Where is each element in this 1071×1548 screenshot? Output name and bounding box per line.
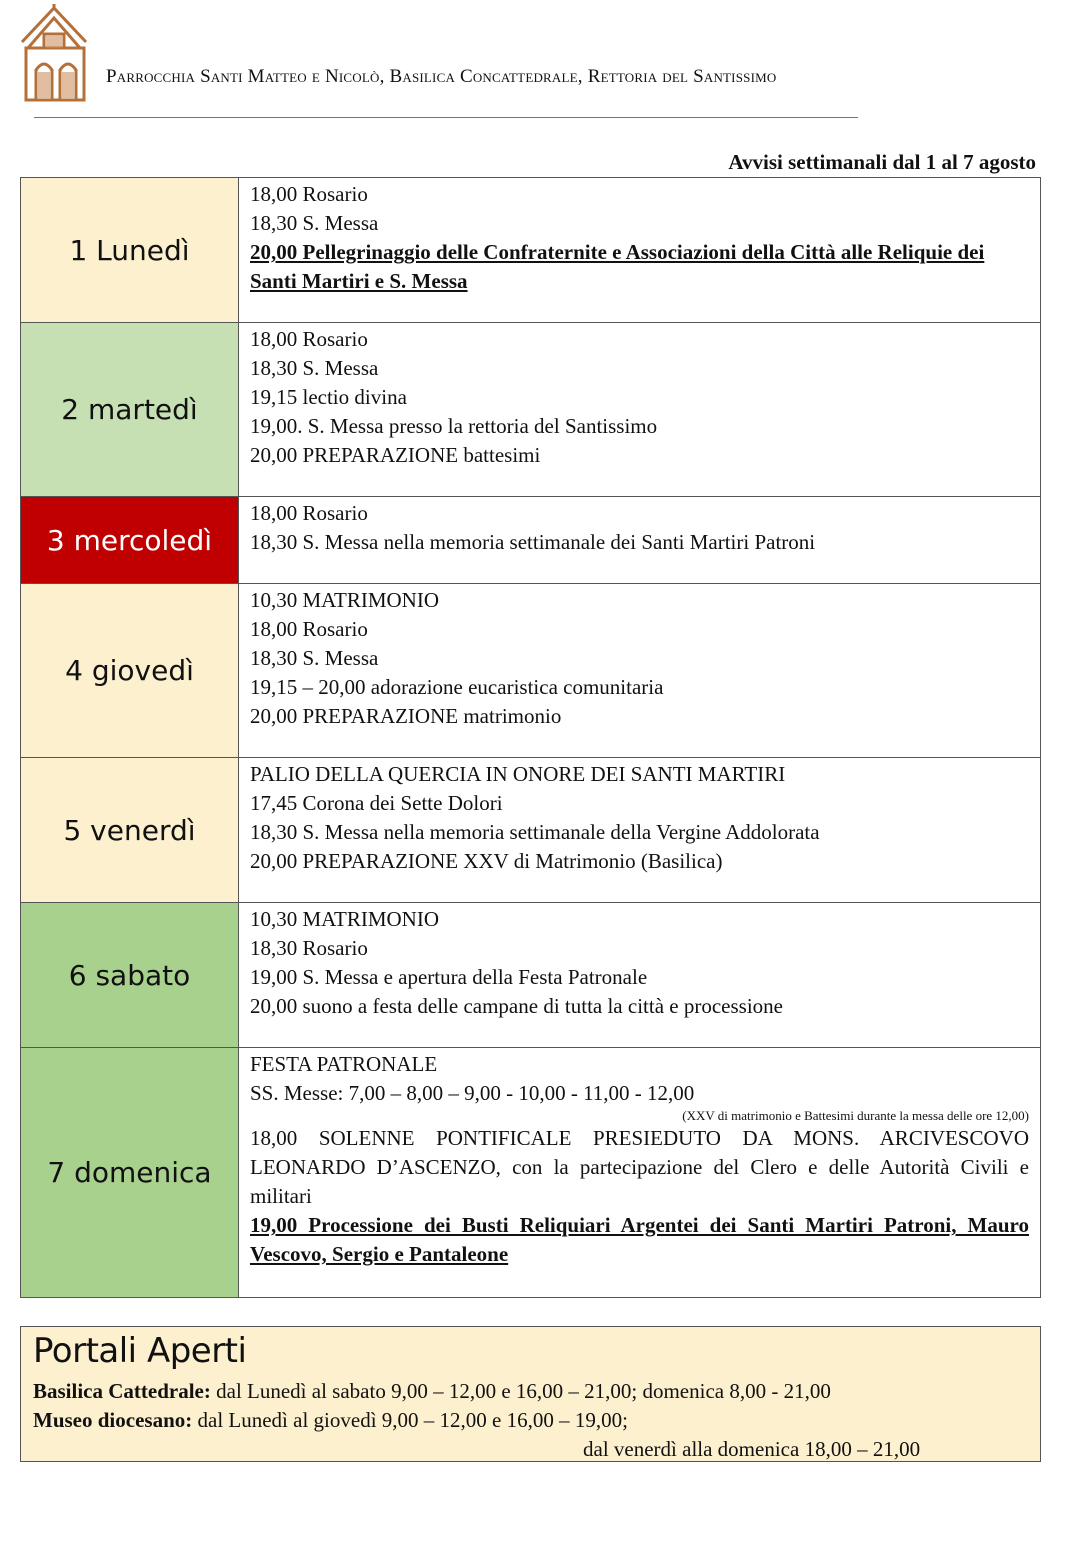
event-line: 17,45 Corona dei Sette Dolori <box>250 791 503 815</box>
day-cell: 1 Lunedì <box>21 178 239 323</box>
event-line: 18,00 Rosario <box>250 501 368 525</box>
event-line: 10,30 MATRIMONIO <box>250 907 439 931</box>
event-line: 20,00 suono a festa delle campane di tutta la città e processione <box>250 994 783 1018</box>
open-hours-box <box>20 1326 1041 1462</box>
event-line: 19,00 S. Messa e apertura della Festa Patronale <box>250 965 648 989</box>
events-cell <box>239 178 1041 323</box>
event-line: 18,30 Rosario <box>250 936 368 960</box>
events-cell <box>239 758 1041 903</box>
museo-hours-weekend: dal venerdì alla domenica 18,00 – 21,00 <box>583 1437 921 1461</box>
event-line: 19,15 – 20,00 adorazione eucaristica comunitaria <box>250 675 664 699</box>
event-line: 19,15 lectio divina <box>250 385 407 409</box>
event-line: 18,00 Rosario <box>250 327 368 351</box>
day-cell: 3 mercoledì <box>21 497 239 584</box>
event-line: 18,00 SOLENNE PONTIFICALE PRESIEDUTO DA MONS. ARCIVESCOVO LEONARDO D’ASCENZO, con la partecipazione del Clero e delle Autorità Civili e militari <box>250 1126 1029 1208</box>
church-logo <box>14 4 100 104</box>
event-line: 18,30 S. Messa <box>250 211 379 235</box>
event-line: 18,30 S. Messa <box>250 356 379 380</box>
event-line: FESTA PATRONALE <box>250 1052 438 1076</box>
event-line: 19,00 Processione dei Busti Reliquiari Argentei dei Santi Martiri Patroni, Mauro Vescovo, Sergio e Pantaleone <box>250 1213 1029 1266</box>
event-line: 18,30 S. Messa nella memoria settimanale dei Santi Martiri Patroni <box>250 530 816 554</box>
basilica-hours <box>33 1377 1028 1406</box>
open-hours-title: Portali Aperti <box>33 1331 247 1371</box>
event-line: 20,00 PREPARAZIONE matrimonio <box>250 704 562 728</box>
week-title: Avvisi settimanali dal 1 al 7 agosto <box>728 150 1036 174</box>
event-line: 20,00 PREPARAZIONE battesimi <box>250 443 541 467</box>
event-line: 18,30 S. Messa nella memoria settimanale della Vergine Addolorata <box>250 820 820 844</box>
day-cell: 4 giovedì <box>21 584 239 758</box>
museo-label: Museo diocesano: <box>33 1408 193 1432</box>
event-line: (XXV di matrimonio e Battesimi durante la messa delle ore 12,00) <box>682 1108 1029 1123</box>
events-cell <box>239 584 1041 758</box>
header-divider <box>34 117 858 118</box>
schedule-table <box>20 177 1041 1298</box>
museo-hours <box>33 1406 1028 1435</box>
events-cell <box>239 903 1041 1048</box>
parish-name: Parrocchia Santi Matteo e Nicolò, Basilica Concattedrale, Rettoria del Santissimo <box>106 66 777 87</box>
schedule-row <box>21 903 1041 1048</box>
event-line: 18,00 Rosario <box>250 617 368 641</box>
day-cell: 5 venerdì <box>21 758 239 903</box>
schedule-row <box>21 323 1041 497</box>
events-cell <box>239 323 1041 497</box>
event-line: 19,00. S. Messa presso la rettoria del Santissimo <box>250 414 658 438</box>
basilica-hours-text: dal Lunedì al sabato 9,00 – 12,00 e 16,00 – 21,00; domenica 8,00 - 21,00 <box>210 1379 831 1403</box>
event-line: 10,30 MATRIMONIO <box>250 588 439 612</box>
schedule-row <box>21 758 1041 903</box>
event-line: 18,30 S. Messa <box>250 646 379 670</box>
schedule-row <box>21 584 1041 758</box>
museo-hours-text: dal Lunedì al giovedì 9,00 – 12,00 e 16,00 – 19,00; <box>192 1408 628 1432</box>
day-cell: 2 martedì <box>21 323 239 497</box>
event-line: 20,00 Pellegrinaggio delle Confraternite e Associazioni della Città alle Reliquie dei Santi Martiri e S. Messa <box>250 240 985 293</box>
event-line: SS. Messe: 7,00 – 8,00 – 9,00 - 10,00 - 11,00 - 12,00 <box>250 1081 695 1105</box>
day-cell: 7 domenica <box>21 1048 239 1298</box>
schedule-row <box>21 1048 1041 1298</box>
schedule-row <box>21 178 1041 323</box>
event-line: 20,00 PREPARAZIONE XXV di Matrimonio (Basilica) <box>250 849 723 873</box>
schedule-row <box>21 497 1041 584</box>
event-line: PALIO DELLA QUERCIA IN ONORE DEI SANTI MARTIRI <box>250 762 786 786</box>
events-cell <box>239 497 1041 584</box>
event-line: 18,00 Rosario <box>250 182 368 206</box>
basilica-label: Basilica Cattedrale: <box>33 1379 211 1403</box>
day-cell: 6 sabato <box>21 903 239 1048</box>
events-cell <box>239 1048 1041 1298</box>
